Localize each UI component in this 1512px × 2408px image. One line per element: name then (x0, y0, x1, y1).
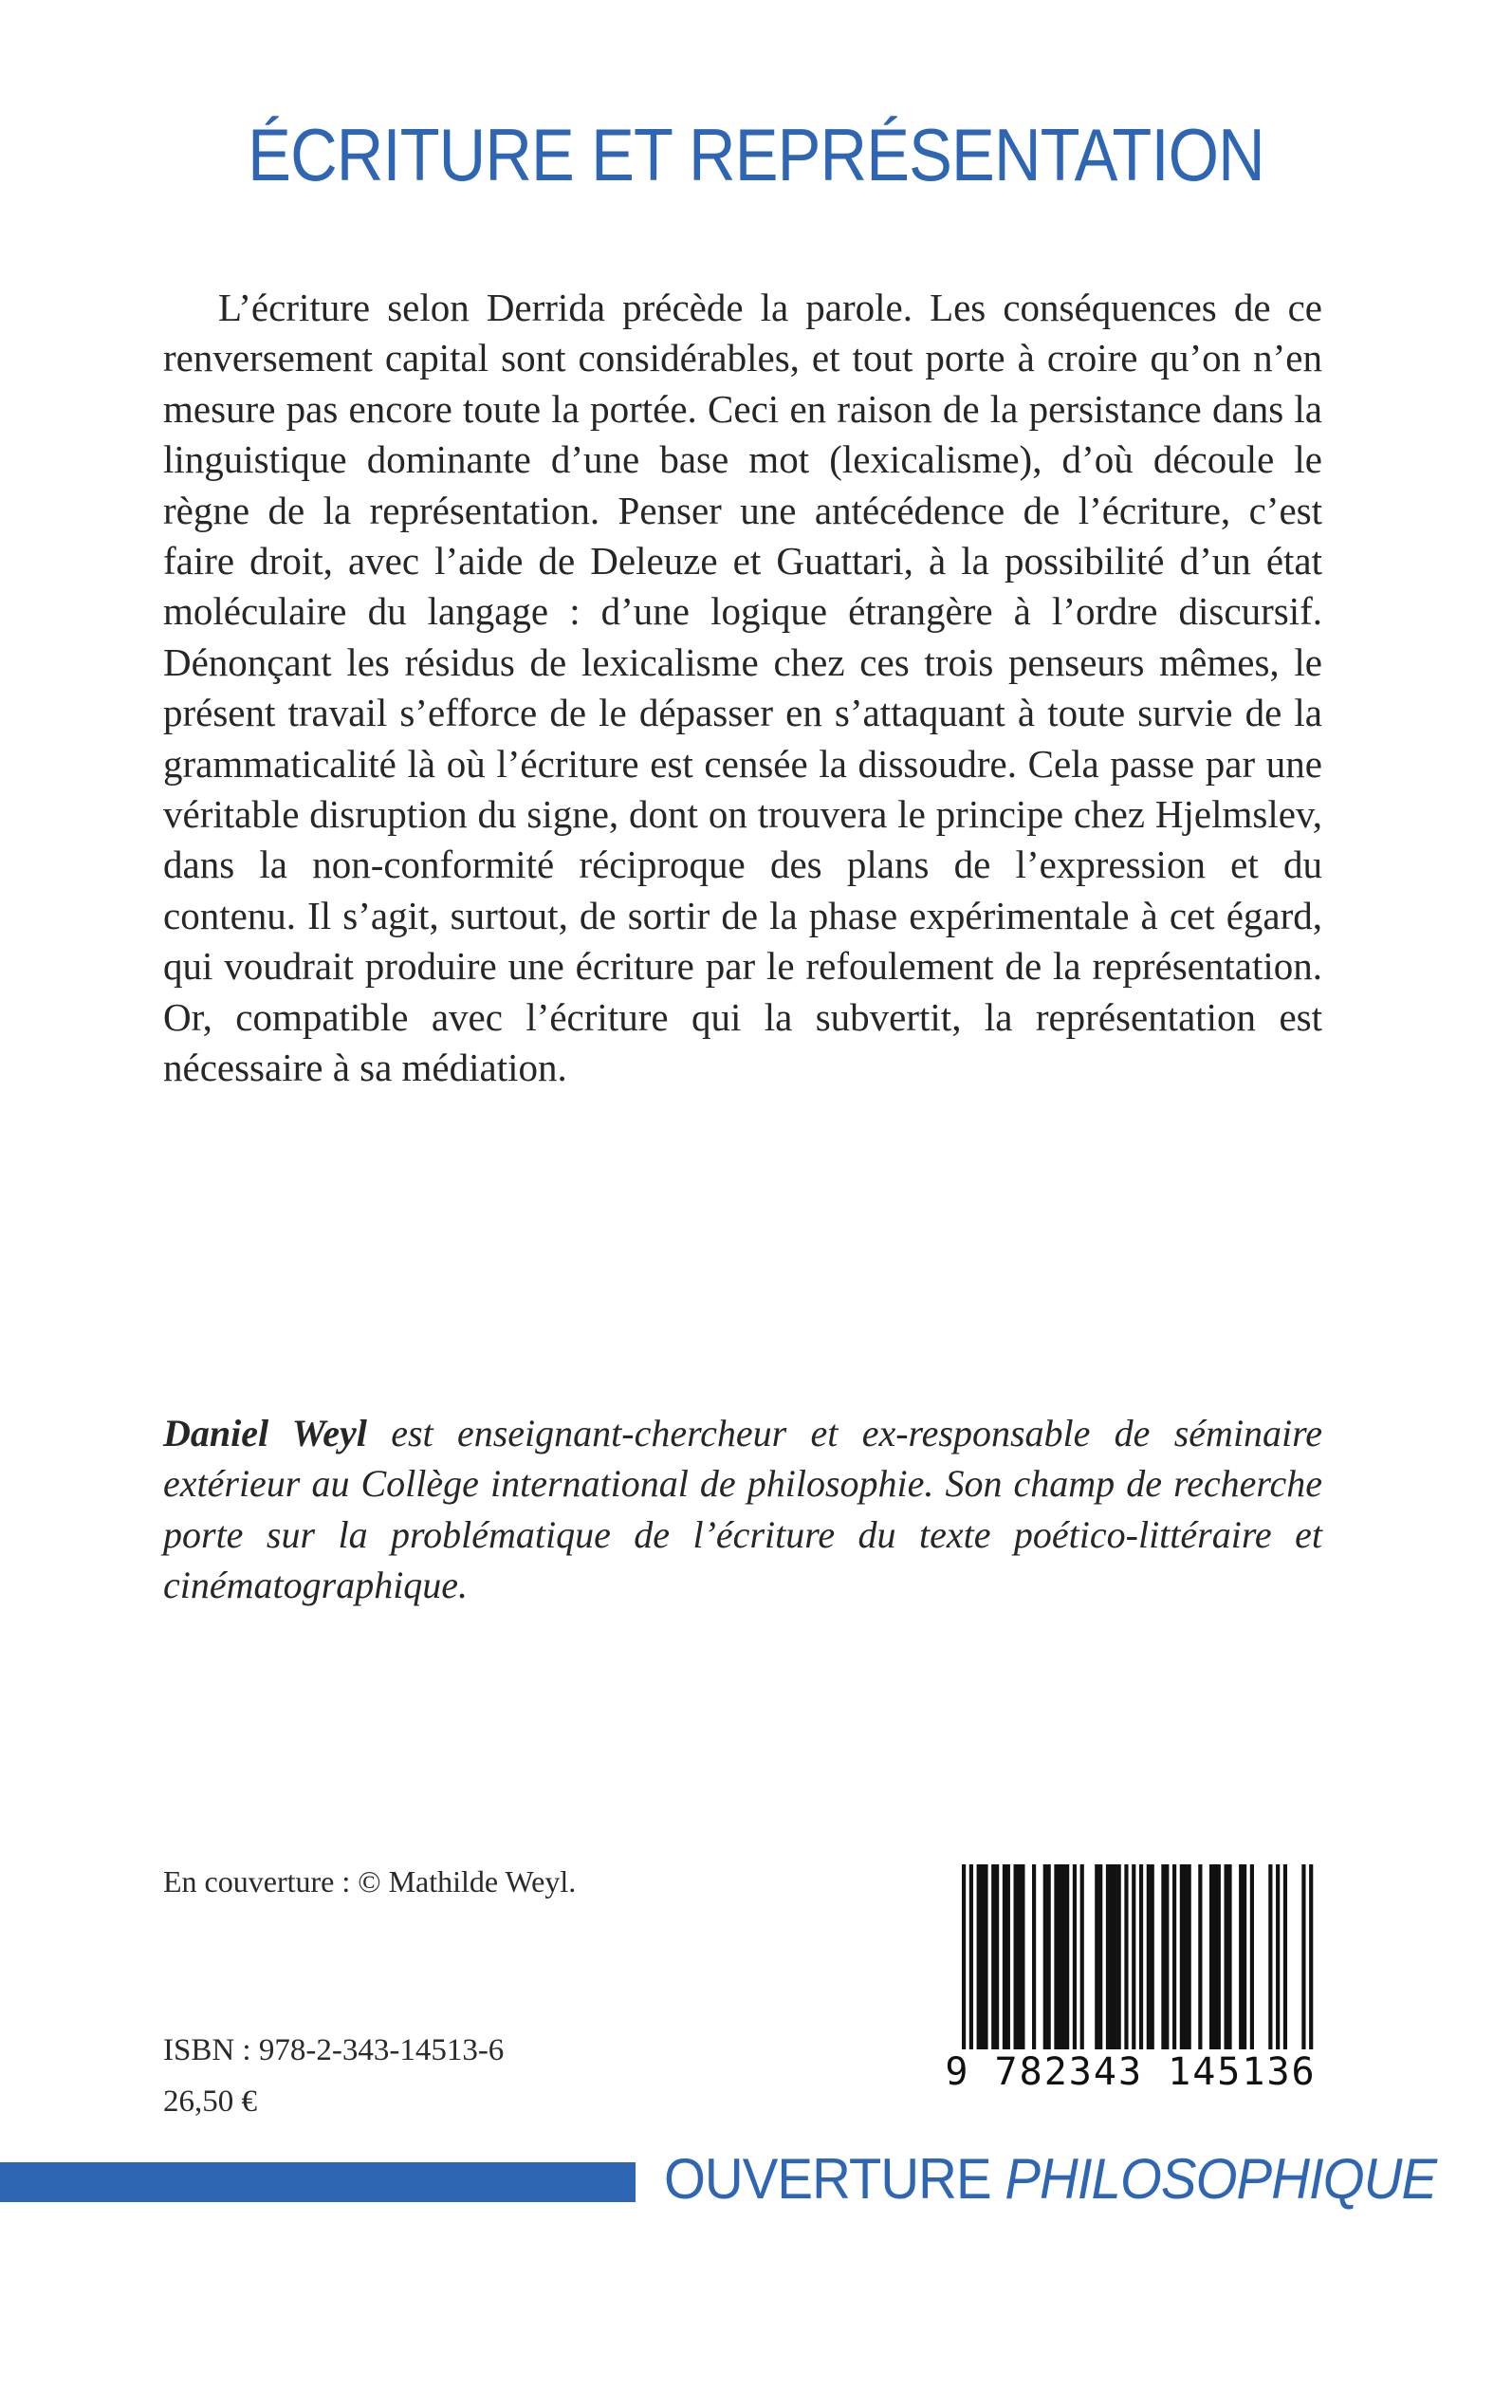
barcode-bar (1276, 1864, 1280, 2049)
barcode-bar (1151, 1864, 1154, 2049)
author-name: Daniel Weyl (163, 1412, 367, 1454)
barcode-digits: 9 782343 145136 (945, 2050, 1317, 2094)
barcode-bar (1080, 1864, 1084, 2049)
barcode-bar (1243, 1864, 1246, 2049)
author-bio-text: est enseignant-chercheur et ex-responsable de séminaire extérieur au Collège international de philosophie. Son champ de recherche porte sur la problématique de l’écriture du texte poético-littéraire et cinématographique. (163, 1412, 1323, 1607)
barcode-bar (1188, 1864, 1191, 2049)
barcode-bar (1239, 1864, 1243, 2049)
barcode-bar (1043, 1864, 1047, 2049)
barcode (939, 1864, 1322, 2100)
barcode-bar (1209, 1864, 1213, 2049)
book-summary: L’écriture selon Derrida précède la parole. Les conséquences de ce renversement capital sont considérables, et tout porte à croire qu’on n’en mesure pas encore toute la portée. Ceci en raison de la persistance dans la linguistique dominante d’une base mot (lexicalisme), d’où découle le règne de la représentation. Penser une antécédence de l’écriture, c’est faire droit, avec l’aide de Deleuze et Guattari, à la possibilité d’un état moléculaire du langage : d’une logique étrangère à l’ordre discursif. Dénonçant les résidus de lexicalisme chez ces trois penseurs mêmes, le présent travail s’efforce de le dépasser en s’attaquant à toute survie de la grammaticalité là où l’écriture est censée la dissoudre. Cela passe par une véritable disruption du signe, dont on trouvera le principe chez Hjelmslev, dans la non-conformité réciproque des plans de l’expression et du contenu. Il s’agit, surtout, de sortir de la phase expérimentale à cet égard, qui voudrait produire une écriture par le refoulement de la représentation. Or, compatible avec l’écriture qui la subvertit, la représentation est nécessaire à sa médiation. (163, 286, 1322, 1090)
barcode-bar (991, 1864, 995, 2049)
barcode-bar (1006, 1864, 1010, 2049)
barcode-bar (1098, 1864, 1102, 2049)
barcode-bar (984, 1864, 987, 2049)
barcode-bar (1114, 1864, 1117, 2049)
series-accent-bar (0, 2162, 636, 2202)
barcode-bar (1268, 1864, 1272, 2049)
book-title: ÉCRITURE ET REPRÉSENTATION (248, 113, 1264, 196)
barcode-bar (1032, 1864, 1036, 2049)
barcode-bar (1073, 1864, 1077, 2049)
barcode-bar (1003, 1864, 1006, 2049)
barcode-bar (1217, 1864, 1221, 2049)
barcode-bar (1106, 1864, 1110, 2049)
series-name-part1: OUVERTURE (664, 2147, 1005, 2211)
barcode-bar (1165, 1864, 1169, 2049)
barcode-bar (1147, 1864, 1151, 2049)
barcode-bar (980, 1864, 984, 2049)
barcode-bar (962, 1864, 966, 2049)
barcode-bar (995, 1864, 999, 2049)
barcode-bar (1014, 1864, 1018, 2049)
barcode-bar (1132, 1864, 1135, 2049)
barcode-bar (1054, 1864, 1058, 2049)
barcode-bar (1110, 1864, 1114, 2049)
barcode-bar (1047, 1864, 1051, 2049)
barcode-bar (1017, 1864, 1021, 2049)
barcode-bar (1301, 1864, 1305, 2049)
barcode-bar (1058, 1864, 1061, 2049)
cover-credit: En couverture : © Mathilde Weyl. (163, 1864, 577, 1899)
barcode-bar (1161, 1864, 1165, 2049)
barcode-bars (939, 1864, 1322, 2054)
barcode-bar (1065, 1864, 1069, 2049)
barcode-bar (977, 1864, 981, 2049)
barcode-bar (1095, 1864, 1098, 2049)
barcode-bar (1198, 1864, 1202, 2049)
series-name-part2: PHILOSOPHIQUE (1005, 2147, 1437, 2211)
barcode-bar (1184, 1864, 1188, 2049)
barcode-bar (1124, 1864, 1128, 2049)
barcode-bar (1180, 1864, 1184, 2049)
barcode-bar (1283, 1864, 1287, 2049)
isbn: ISBN : 978-2-343-14513-6 (163, 2033, 505, 2067)
barcode-bar (1061, 1864, 1065, 2049)
series-name (664, 2146, 1436, 2212)
barcode-bar (1139, 1864, 1143, 2049)
barcode-bar (969, 1864, 973, 2049)
price: 26,50 € (163, 2084, 257, 2119)
barcode-bar (1250, 1864, 1254, 2049)
barcode-bar (1172, 1864, 1176, 2049)
barcode-bar (1309, 1864, 1313, 2049)
barcode-bar (1213, 1864, 1217, 2049)
barcode-bar (1225, 1864, 1228, 2049)
barcode-bar (1227, 1864, 1231, 2049)
barcode-bar (1021, 1864, 1024, 2049)
barcode-bar (1117, 1864, 1121, 2049)
author-bio (163, 1408, 1322, 1611)
